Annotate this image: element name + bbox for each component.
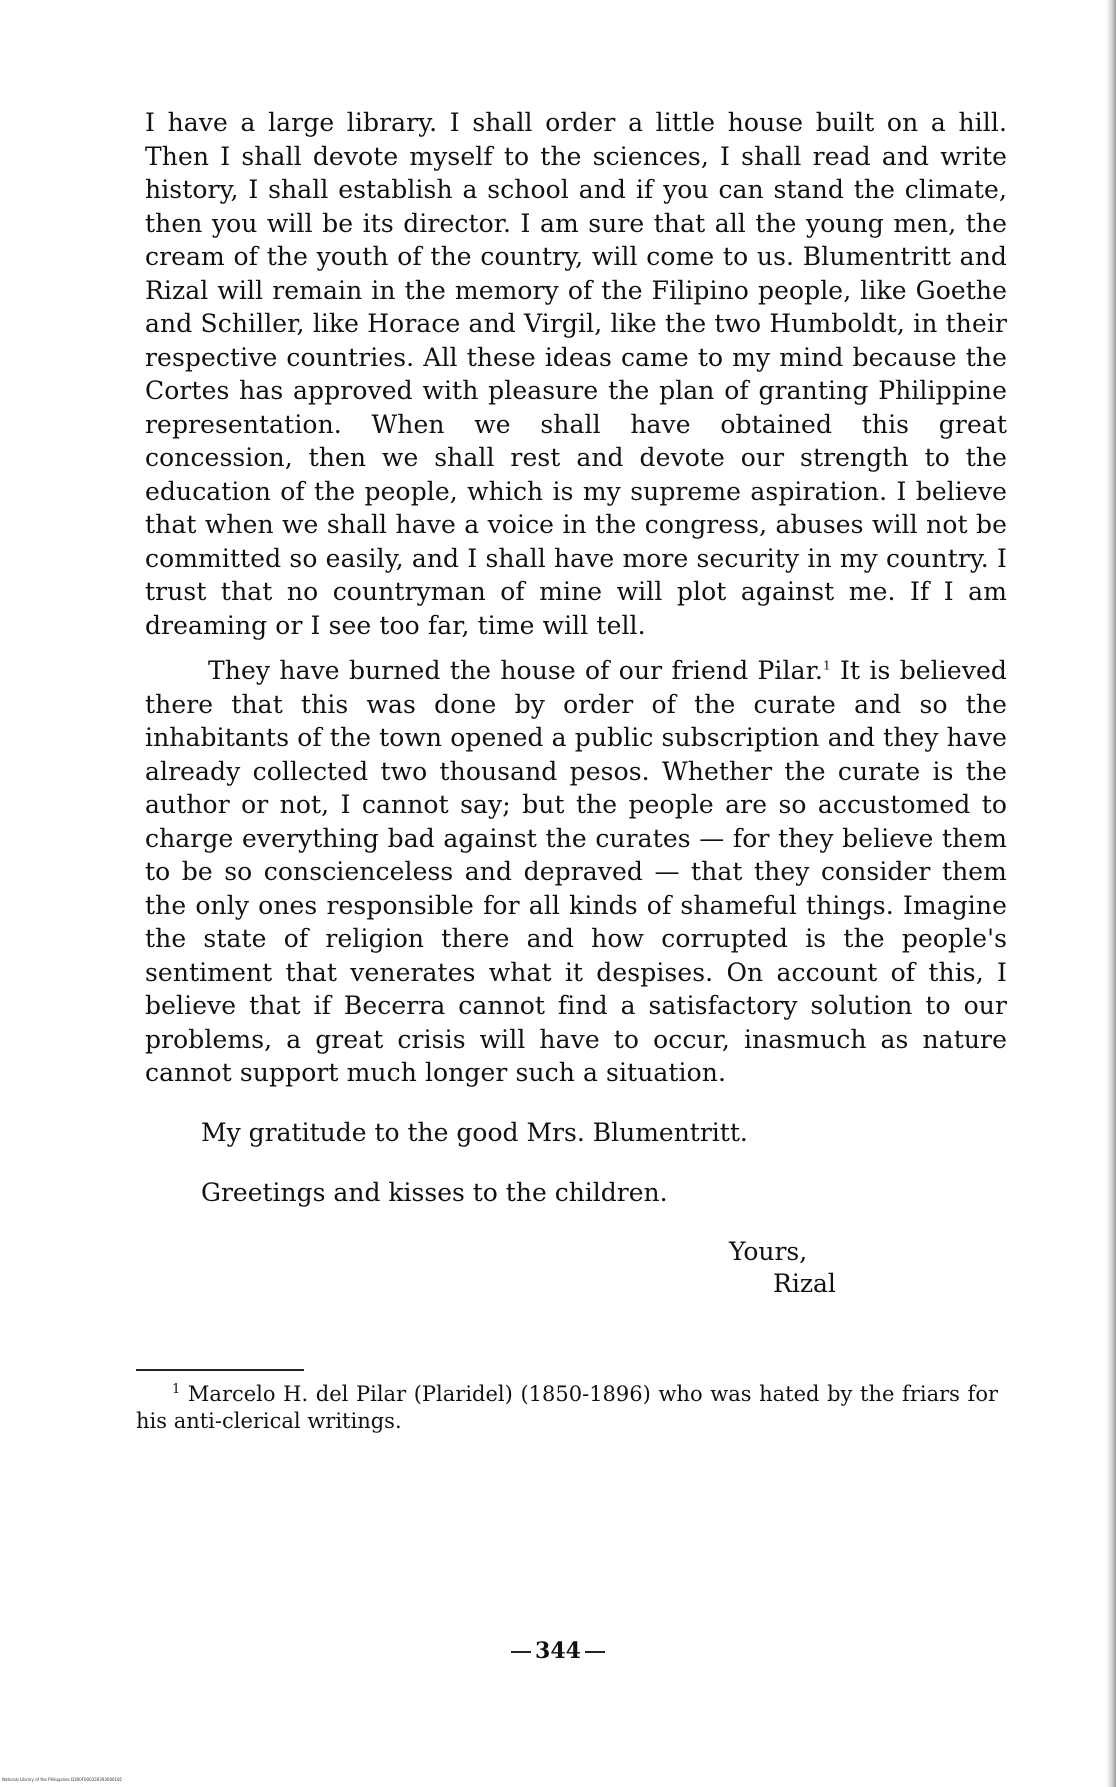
page-number [0, 1636, 1116, 1666]
footnote-text: Marcelo H. del Pilar (Plaridel) (1850-1896) who was hated by the friars for his anti-clerical writings. [136, 1382, 999, 1433]
footnote-reference-mark: 1 [822, 658, 831, 673]
letter-paragraph-2 [145, 654, 1007, 1090]
greetings-line: Greetings and kisses to the children. [201, 1177, 668, 1207]
letter-body [145, 106, 1007, 1300]
letter-paragraph-1: I have a large library. I shall order a little house built on a hill. Then I shall devote myself to the sciences, I shall read and write history, I shall establish a school and if you can stand the climate, then you will be its director. I am sure that all the young men, the cream of the youth of the country, will come to us. Blumentritt and Rizal will remain in the memory of the Filipino people, like Goethe and Schiller, like Horace and Virgil, like the two Humboldt, in their respective countries. All these ideas came to my mind because the Cortes has approved with pleasure the plan of granting Philippine representation. When we shall have obtained this great concession, then we shall rest and devote our strength to the education of the people, which is my supreme aspiration. I believe that when we shall have a voice in the congress, abuses will not be committed so easily, and I shall have more security in my country. I trust that no countryman of mine will plot against me. If I am dreaming or I see too far, time will tell. [145, 108, 1007, 640]
scan-edge-shadow [1106, 0, 1116, 1787]
footnote-mark: 1 [172, 1382, 181, 1397]
page-number-value: 344 [535, 1638, 581, 1664]
page-number-dash-left [511, 1651, 531, 1653]
paragraph-2-text-end: It is believed there that this was done by order of the curate and so the inhabitants of the town opened a public subscription and they have already collected two thousand pesos. Whether the curate is the author or not, I cannot say; but the people are so accustomed to charge everything bad against the curates — for they believe them to be so conscienceless and depraved — that they consider them the only ones responsible for all kinds of shameful things. Imagine the state of religion there and how corrupted is the people's sentiment that venerates what it despises. On account of this, I believe that if Becerra cannot find a satisfactory solution to our problems, a great crisis will have to occur, inasmuch as nature cannot support much longer such a situation. [145, 656, 1008, 1087]
letter-signoff [145, 1236, 1007, 1300]
closing-word: Yours, [729, 1236, 808, 1266]
footnote-divider [136, 1369, 304, 1371]
paragraph-2-text-start: They have burned the house of our friend Pilar. [208, 656, 823, 685]
gratitude-line: My gratitude to the good Mrs. Blumentritt. [201, 1117, 748, 1147]
source-stamp: National Library of the Philippines D300F000330393000181 [2, 1777, 123, 1782]
page-number-dash-right [585, 1651, 605, 1653]
signature-name: Rizal [773, 1268, 836, 1298]
footnote [136, 1381, 998, 1435]
